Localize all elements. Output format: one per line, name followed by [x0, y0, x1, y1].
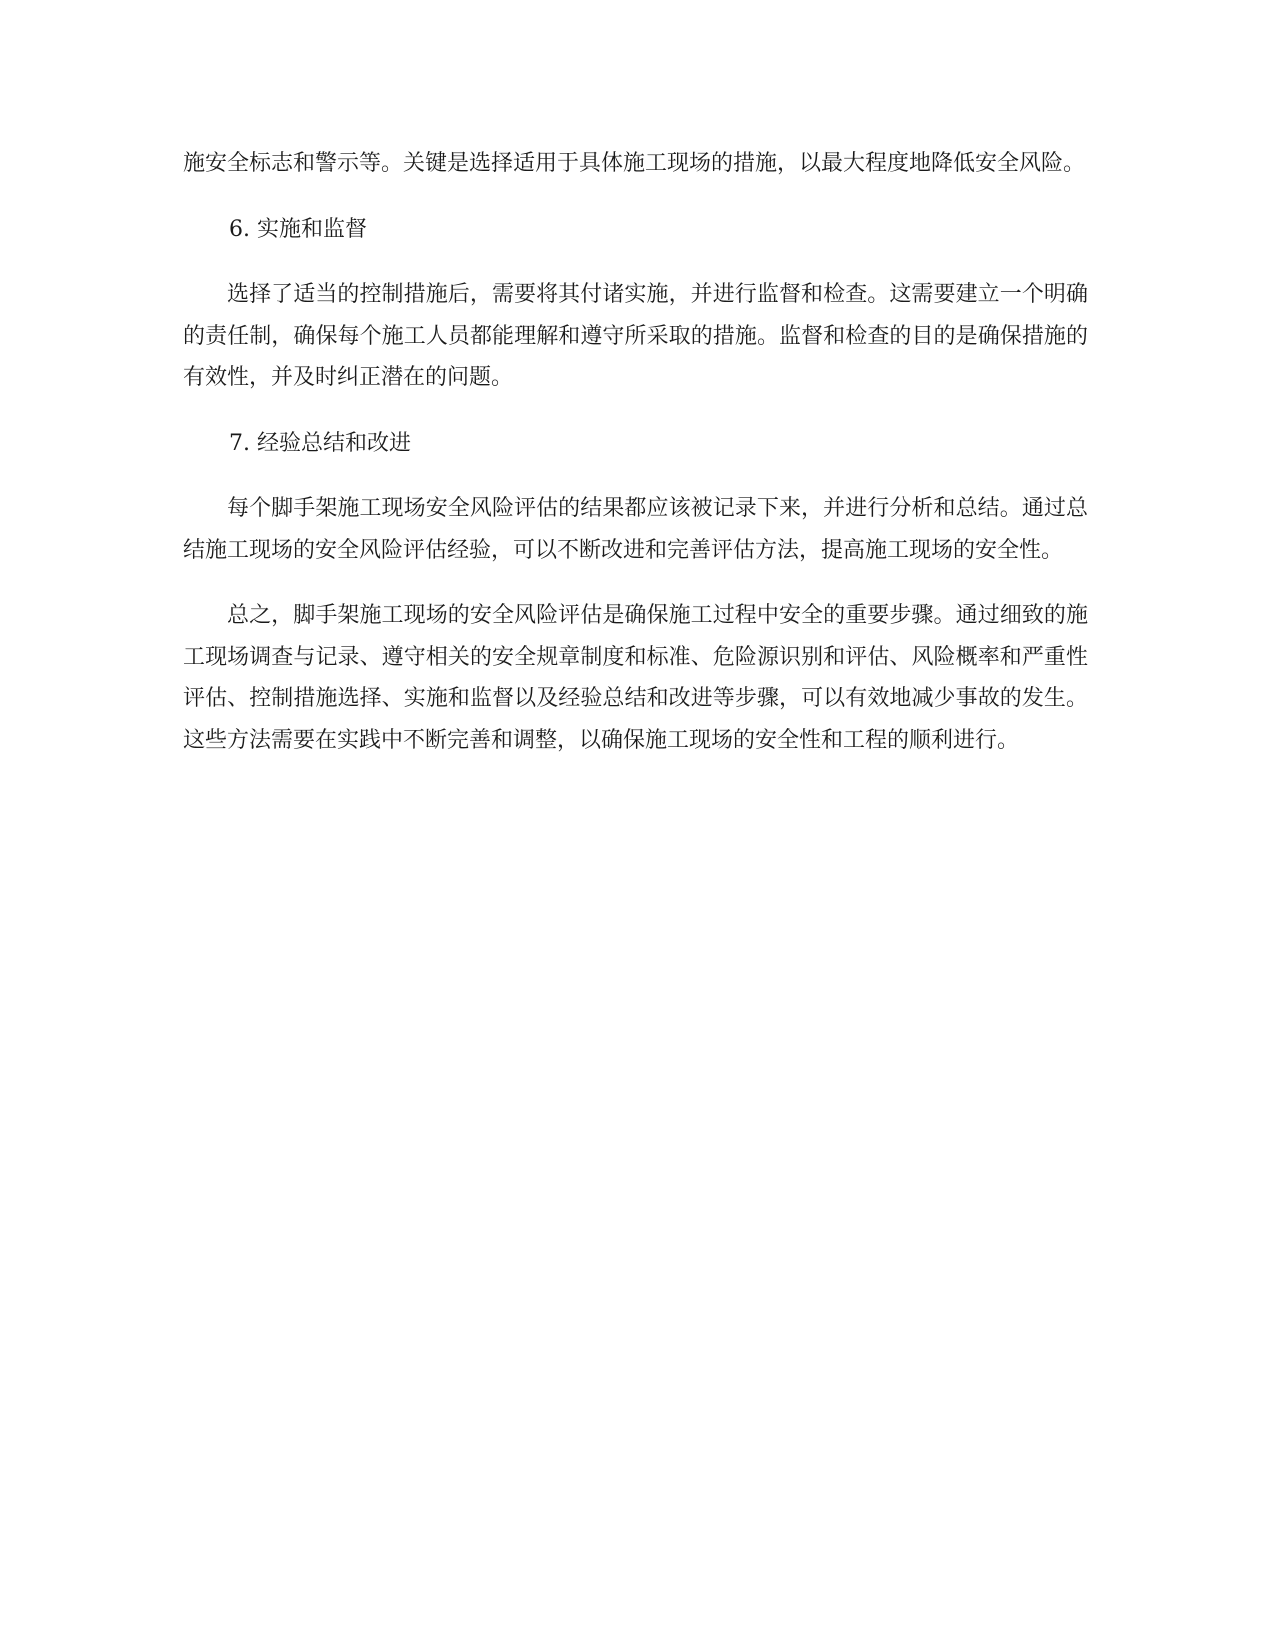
paragraph-experience: 每个脚手架施工现场安全风险评估的结果都应该被记录下来，并进行分析和总结。通过总结施工现场的安全风险评估经验，可以不断改进和完善评估方法，提高施工现场的安全性。 — [183, 496, 1088, 563]
section-heading-7: 7. 经验总结和改进 — [229, 430, 411, 456]
section-heading-6: 6. 实施和监督 — [229, 216, 367, 242]
paragraph-conclusion: 总之，脚手架施工现场的安全风险评估是确保施工过程中安全的重要步骤。通过细致的施工现场调查与记录、遵守相关的安全规章制度和标准、危险源识别和评估、风险概率和严重性评估、控制措施选择、实施和监督以及经验总结和改进等步骤，可以有效地减少事故的发生。这些方法需要在实践中不断完善和调整，以确保施工现场的安全性和工程的顺利进行。 — [183, 603, 1088, 753]
paragraph-continuation: 施安全标志和警示等。关键是选择适用于具体施工现场的措施，以最大程度地降低安全风险。 — [183, 151, 1086, 176]
document-body — [183, 143, 1088, 785]
paragraph-implementation: 选择了适当的控制措施后，需要将其付诸实施，并进行监督和检查。这需要建立一个明确的责任制，确保每个施工人员都能理解和遵守所采取的措施。监督和检查的目的是确保措施的有效性，并及时纠正潜在的问题。 — [183, 282, 1088, 390]
